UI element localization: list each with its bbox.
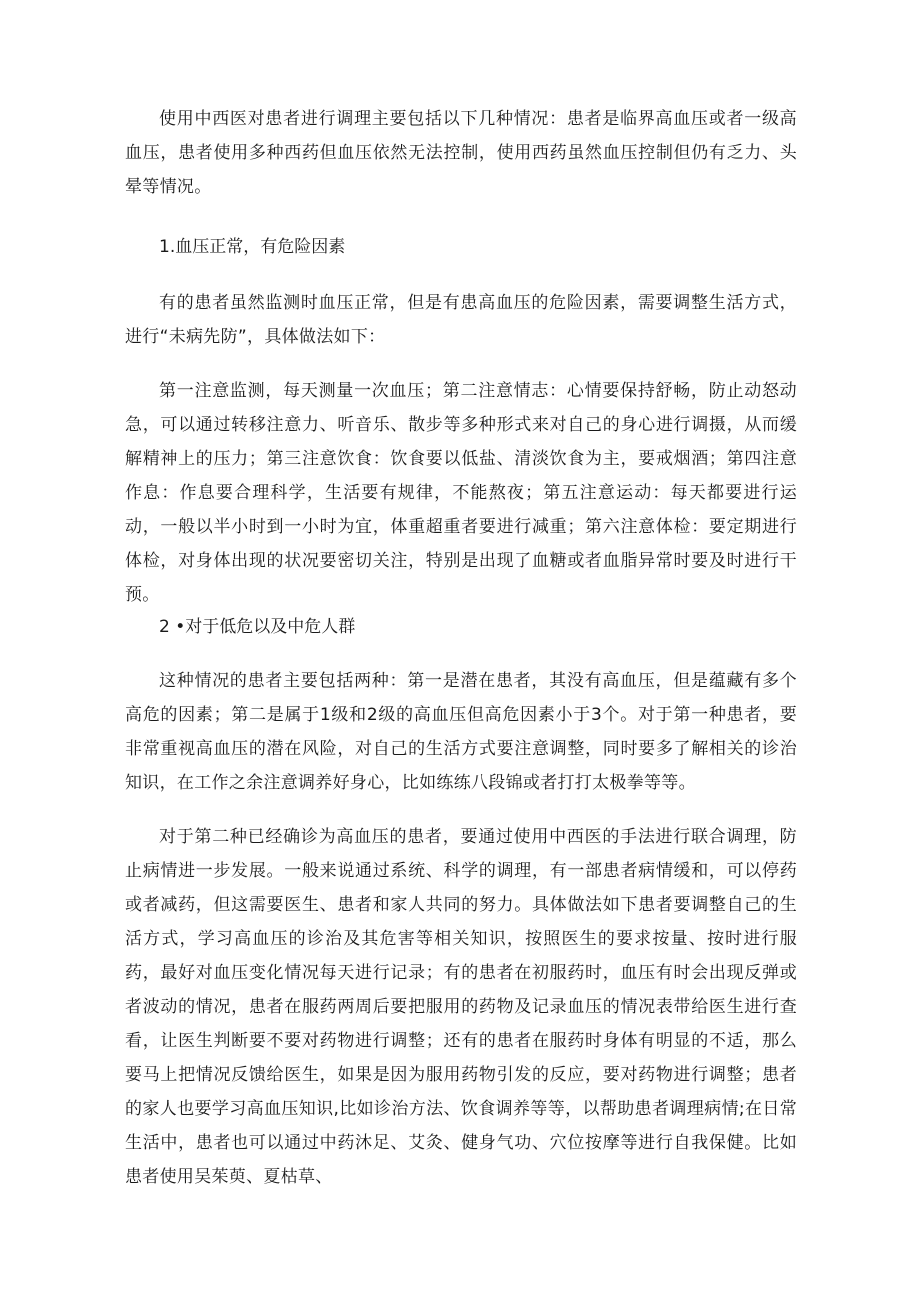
- section-1-heading: 1.血压正常，有危险因素: [159, 237, 346, 257]
- section-2-heading: 2 •对于低危以及中危人群: [159, 617, 356, 637]
- intro-paragraph: 使用中西医对患者进行调理主要包括以下几种情况：患者是临界高血压或者一级高血压，患者使用多种西药但血压依然无法控制，使用西药虽然血压控制但仍有乏力、头晕等情况。: [125, 109, 797, 197]
- section-2-paragraph-1: 这种情况的患者主要包括两种：第一是潜在患者，其没有高血压，但是蕴藏有多个高危的因素；第二是属于1级和2级的高血压但高危因素小于3个。对于第一种患者，要非常重视高血压的潜在风险，对自己的生活方式要注意调整，同时要多了解相关的诊治知识，在工作之余注意调养好身心，比如练练八段锦或者打打太极拳等等。: [125, 671, 797, 793]
- section-1-paragraph-2: 第一注意监测，每天测量一次血压；第二注意情志：心情要保持舒畅，防止动怒动急，可以通过转移注意力、听音乐、散步等多种形式来对自己的身心进行调摄，从而缓解精神上的压力；第三注意饮食：饮食要以低盐、清淡饮食为主，要戒烟酒；第四注意作息：作息要合理科学，生活要有规律，不能熬夜；第五注意运动：每天都要进行运动，一般以半小时到一小时为宜，体重超重者要进行减重；第六注意体检：要定期进行体检，对身体出现的状况要密切关注，特别是出现了血糖或者血脂异常时要及时进行干预。: [125, 381, 797, 605]
- section-1-paragraph-1: 有的患者虽然监测时血压正常，但是有患高血压的危险因素，需要调整生活方式，进行“未病先防”，具体做法如下：: [125, 293, 797, 347]
- section-2-paragraph-2: 对于第二种已经确诊为高血压的患者，要通过使用中西医的手法进行联合调理，防止病情进一步发展。一般来说通过系统、科学的调理，有一部患者病情缓和，可以停药或者减药，但这需要医生、患者和家人共同的努力。具体做法如下患者要调整自己的生活方式，学习高血压的诊治及其危害等相关知识，按照医生的要求按量、按时进行服药，最好对血压变化情况每天进行记录；有的患者在初服药时，血压有时会出现反弹或者波动的情况，患者在服药两周后要把服用的药物及记录血压的情况表带给医生进行查看，让医生判断要不要对药物进行调整；还有的患者在服药时身体有明显的不适，那么要马上把情况反馈给医生，如果是因为服用药物引发的反应，要对药物进行调整；患者的家人也要学习高血压知识,比如诊治方法、饮食调养等等，以帮助患者调理病情;在日常生活中，患者也可以通过中药沐足、艾灸、健身气功、穴位按摩等进行自我保健。比如患者使用吴茱萸、夏枯草、: [125, 827, 797, 1187]
